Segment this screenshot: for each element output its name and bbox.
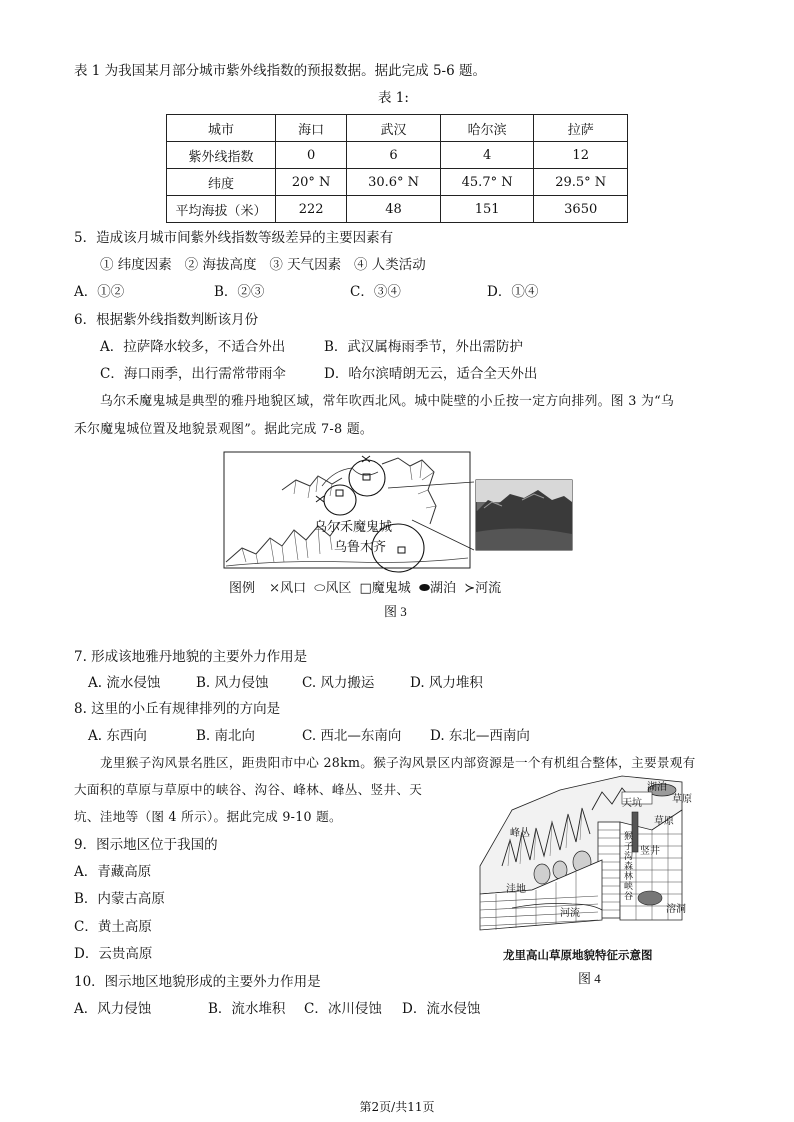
page-footer: 第2页/共11页 [359, 1100, 435, 1114]
fig4-label-tiankeng: 天坑 [622, 798, 642, 809]
fig3-legend [229, 577, 501, 596]
q6-stem: 6．根据紫外线指数判断该月份 [74, 312, 259, 328]
q9-option-a[interactable]: A．青藏高原 [74, 864, 152, 880]
fig4-label-lake: 湖泊 [647, 782, 667, 793]
table-cell: 222 [276, 196, 347, 223]
q5-stem: 5．造成该月城市间紫外线指数等级差异的主要因素有 [74, 230, 394, 246]
q5-option-c[interactable]: C．③④ [350, 284, 401, 300]
table-header-cell: 哈尔滨 [440, 115, 534, 142]
intro-9-10-line2: 大面积的草原与草原中的峡谷、沟谷、峰林、峰丛、竖井、天 [74, 782, 423, 797]
fig4-label-cave: 溶洞 [666, 904, 686, 915]
river-icon: ≻ [464, 581, 476, 596]
q8-option-c[interactable]: C. 西北—东南向 [302, 728, 402, 744]
q7-option-a[interactable]: A. 流水侵蚀 [88, 675, 161, 691]
table-cell: 0 [276, 142, 347, 169]
table-cell: 29.5° N [534, 169, 628, 196]
fig4-label-river: 河流 [560, 908, 580, 919]
table-cell: 12 [534, 142, 628, 169]
fig4-title: 龙里高山草原地貌特征示意图 [503, 948, 653, 962]
q9-option-c[interactable]: C．黄土高原 [74, 919, 152, 935]
table-cell: 48 [347, 196, 441, 223]
q9-option-b[interactable]: B．内蒙古高原 [74, 891, 165, 907]
q8-stem: 8. 这里的小丘有规律排列的方向是 [74, 701, 281, 717]
legend-wind-pass: 风口 [280, 581, 307, 596]
q10-option-d[interactable]: D．流水侵蚀 [402, 1001, 481, 1017]
q9-option-d[interactable]: D．云贵高原 [74, 946, 153, 962]
q10-option-c[interactable]: C．冰川侵蚀 [304, 1001, 382, 1017]
figure-3-map [222, 450, 574, 578]
legend-wind-zone: 风区 [325, 581, 352, 596]
intro-7-8-line1: 乌尔禾魔鬼城是典型的雅丹地貌区域，常年吹西北风。城中陡壁的小丘按一定方向排列。图 3 为“乌 [100, 394, 675, 409]
table-cell: 紫外线指数 [167, 142, 276, 169]
q7-option-b[interactable]: B. 风力侵蚀 [196, 675, 269, 691]
q9-stem: 9．图示地区位于我国的 [74, 837, 218, 853]
q5-items: ① 纬度因素 ② 海拔高度 ③ 天气因素 ④ 人类活动 [100, 257, 426, 273]
legend-lake: 湖泊 [430, 581, 457, 596]
intro-9-10-line3: 坑、洼地等（图 4 所示）。据此完成 9-10 题。 [74, 809, 342, 824]
lake-icon: ⬬ [418, 581, 431, 596]
uv-table [166, 114, 628, 223]
fig4-label-wadi: 洼地 [506, 884, 526, 895]
q6-option-a[interactable]: A．拉萨降水较多，不适合外出 [100, 339, 286, 355]
figure-4-diagram [472, 770, 694, 946]
table-row [167, 142, 628, 169]
q10-option-a[interactable]: A．风力侵蚀 [74, 1001, 152, 1017]
q10-stem: 10．图示地区地貌形成的主要外力作用是 [74, 974, 321, 990]
q6-option-c[interactable]: C．海口雨季，出行需常带雨伞 [100, 366, 286, 382]
q6-option-d[interactable]: D．哈尔滨晴朗无云，适合全天外出 [324, 366, 538, 382]
table-cell: 平均海拔（米） [167, 196, 276, 223]
devil-city-icon: □ [359, 581, 372, 596]
fig4-caption: 图 4 [578, 971, 601, 986]
q5-option-d[interactable]: D．①④ [487, 284, 539, 300]
table-cell: 6 [347, 142, 441, 169]
table-title: 表 1: [378, 90, 409, 106]
table-cell: 45.7° N [440, 169, 534, 196]
intro-5-6: 表 1 为我国某月部分城市紫外线指数的预报数据。据此完成 5-6 题。 [74, 63, 486, 79]
q5-option-a[interactable]: A．①② [74, 284, 125, 300]
table-cell: 4 [440, 142, 534, 169]
q7-option-c[interactable]: C. 风力搬运 [302, 675, 375, 691]
table-cell: 151 [440, 196, 534, 223]
q8-option-a[interactable]: A. 东西向 [88, 728, 147, 744]
q7-stem: 7. 形成该地雅丹地貌的主要外力作用是 [74, 649, 308, 665]
legend-title: 图例 [229, 581, 256, 596]
q8-option-d[interactable]: D. 东北—西南向 [430, 728, 530, 744]
table-header-cell: 海口 [276, 115, 347, 142]
fig4-label-shaft: 竖井 [640, 846, 660, 857]
q6-option-b[interactable]: B．武汉属梅雨季节，外出需防护 [324, 339, 523, 355]
q5-option-b[interactable]: B．②③ [214, 284, 265, 300]
table-header-row [167, 115, 628, 142]
q7-option-d[interactable]: D. 风力堆积 [410, 675, 483, 691]
table-cell: 纬度 [167, 169, 276, 196]
legend-river: 河流 [475, 581, 502, 596]
table-row [167, 169, 628, 196]
fig3-label-devil-city: 乌尔禾魔鬼城 [314, 520, 393, 535]
wind-pass-icon: ⤫ [269, 581, 281, 596]
fig4-label-grassland-1: 草原 [672, 794, 692, 805]
fig4-label-fengcong: 峰丛 [510, 828, 530, 839]
intro-7-8-line2: 禾尔魔鬼城位置及地貌景观图”。据此完成 7-8 题。 [74, 422, 374, 437]
table-header-cell: 城市 [167, 115, 276, 142]
intro-9-10-line1: 龙里猴子沟风景名胜区，距贵阳市中心 28km。猴子沟风景区内部资源是一个有机组合整体，主要景观有 [100, 755, 696, 770]
table-header-cell: 武汉 [347, 115, 441, 142]
table-cell: 3650 [534, 196, 628, 223]
table-cell: 30.6° N [347, 169, 441, 196]
table-row [167, 196, 628, 223]
fig4-label-grassland-2: 草原 [654, 816, 674, 827]
q8-option-b[interactable]: B. 南北向 [196, 728, 256, 744]
table-cell: 20° N [276, 169, 347, 196]
wind-zone-icon: ⬭ [314, 581, 326, 596]
fig4-label-gorge: 猴子沟森林峡谷 [624, 832, 634, 902]
legend-devil-city: 魔鬼城 [371, 581, 411, 596]
fig3-caption: 图 3 [384, 604, 407, 619]
table-header-cell: 拉萨 [534, 115, 628, 142]
q10-option-b[interactable]: B．流水堆积 [208, 1001, 286, 1017]
fig3-label-urumqi: 乌鲁木齐 [334, 540, 387, 555]
